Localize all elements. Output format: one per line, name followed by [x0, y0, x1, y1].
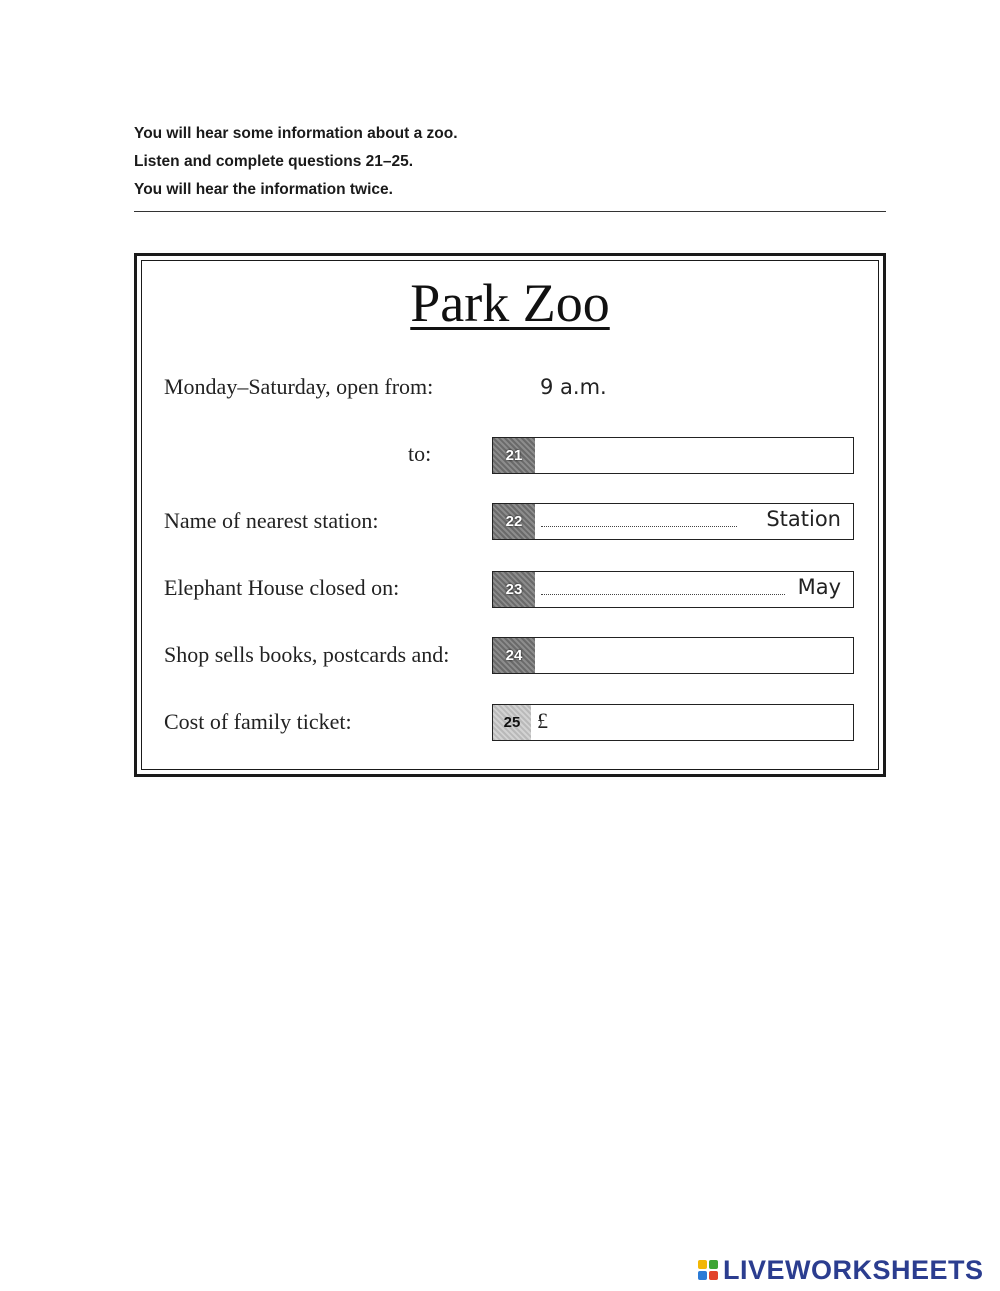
- logo-icon: [698, 1260, 718, 1280]
- row-22-label: Name of nearest station:: [164, 508, 379, 533]
- answer-box-23: [492, 571, 854, 608]
- logo-text: LIVEWORKSHEETS: [723, 1254, 984, 1285]
- open-from-value: 9 a.m.: [540, 375, 607, 399]
- form-title: Park Zoo: [410, 273, 610, 333]
- answer-input-21[interactable]: [535, 438, 853, 473]
- suffix-23: May: [797, 575, 841, 599]
- instruction-line-2: Listen and complete questions 21–25.: [134, 153, 414, 170]
- question-number-24: 24: [493, 638, 535, 673]
- answer-input-22[interactable]: [535, 504, 753, 539]
- answer-box-24: [492, 637, 854, 674]
- logo-square: [698, 1271, 707, 1280]
- pound-sign: £: [537, 708, 548, 733]
- suffix-22: Station: [766, 507, 841, 531]
- answer-box-22: [492, 503, 854, 540]
- row-25-label: Cost of family ticket:: [164, 709, 352, 734]
- answer-input-24[interactable]: [535, 638, 853, 673]
- instructions: [134, 122, 894, 206]
- instruction-line-3: You will hear the information twice.: [134, 181, 393, 198]
- logo-square: [709, 1260, 718, 1269]
- logo-square: [698, 1260, 707, 1269]
- question-number-21: 21: [493, 438, 535, 473]
- divider: [134, 211, 886, 212]
- open-from-label: Monday–Saturday, open from:: [164, 374, 434, 399]
- row-23-label: Elephant House closed on:: [164, 575, 400, 600]
- answer-input-23[interactable]: [535, 572, 793, 607]
- liveworksheets-logo[interactable]: [698, 1255, 984, 1285]
- question-number-25: 25: [493, 705, 531, 740]
- row-21-label: to:: [408, 441, 432, 466]
- logo-square: [709, 1271, 718, 1280]
- answer-box-25: [492, 704, 854, 741]
- instruction-line-1: You will hear some information about a zoo.: [134, 125, 458, 142]
- answer-box-21: [492, 437, 854, 474]
- question-number-23: 23: [493, 572, 535, 607]
- question-number-22: 22: [493, 504, 535, 539]
- row-24-label: Shop sells books, postcards and:: [164, 642, 450, 667]
- answer-input-25[interactable]: [555, 705, 853, 740]
